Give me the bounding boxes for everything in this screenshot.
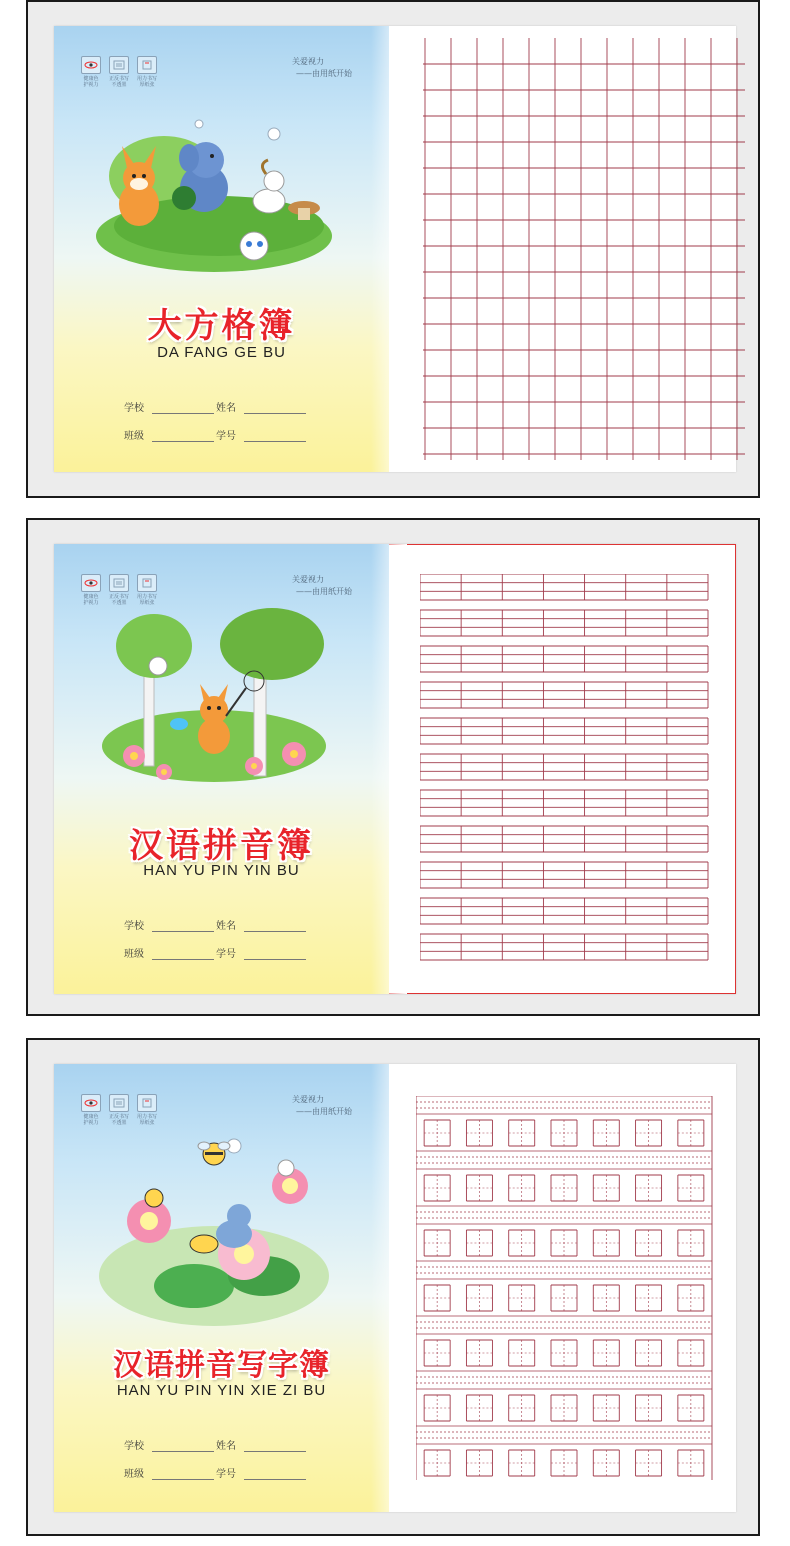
owner-info-form <box>124 904 308 960</box>
student-no-field[interactable] <box>244 949 306 960</box>
book-logo-icon <box>141 60 153 70</box>
student-no-field[interactable] <box>244 1469 306 1480</box>
logo-caption: 正反书写 不透墨 <box>108 594 129 606</box>
slogan-line-1: 关爱视力 <box>292 57 324 66</box>
name-field[interactable] <box>244 921 306 932</box>
notebook-cover <box>54 544 389 994</box>
logo-caption: 健康色 护视力 <box>83 76 99 88</box>
name-field[interactable] <box>244 403 306 414</box>
owner-info-form <box>124 1424 308 1480</box>
bee-character <box>198 1142 230 1165</box>
name-label: 姓名 <box>216 1441 236 1452</box>
notebook-cover <box>54 26 389 472</box>
student-no-label: 学号 <box>216 431 236 442</box>
school-field[interactable] <box>152 1441 214 1452</box>
notebook-title: 大方格簿 <box>147 306 296 346</box>
cartoon-illustration <box>94 116 339 276</box>
logo-caption: 正反书写 不透墨 <box>108 1114 129 1126</box>
logo-caption: 用力书写 厚纸张 <box>136 594 157 606</box>
logo-caption: 正反书写 不透墨 <box>108 76 129 88</box>
school-field[interactable] <box>152 921 214 932</box>
school-label: 学校 <box>124 1441 144 1452</box>
notebook-title: 汉语拼音簿 <box>129 826 314 866</box>
notebook-sheet <box>54 1064 736 1512</box>
pinyin-grid <box>420 574 710 966</box>
product-panel-dafangge <box>26 0 760 498</box>
slogan <box>292 1094 352 1118</box>
eye-logo-icon <box>84 579 98 587</box>
goat-character <box>253 160 285 213</box>
quality-logo <box>136 56 158 88</box>
class-field[interactable] <box>152 949 214 960</box>
quality-logo <box>136 574 158 606</box>
quality-logo <box>108 56 130 88</box>
notebook-cover <box>54 1064 389 1512</box>
logo-caption: 健康色 护视力 <box>83 594 99 606</box>
quality-logo <box>80 1094 102 1126</box>
notebook-sheet <box>54 544 736 994</box>
student-no-label: 学号 <box>216 1469 236 1480</box>
quality-logos <box>80 1094 158 1126</box>
book-logo-icon <box>141 578 153 588</box>
paper-logo-icon <box>113 1098 125 1108</box>
book-logo-icon <box>141 1098 153 1108</box>
owner-info-form <box>124 386 308 442</box>
class-field[interactable] <box>152 1469 214 1480</box>
notebook-title-pinyin: DA FANG GE BU <box>157 344 286 361</box>
notebook-title-pinyin: HAN YU PIN YIN XIE ZI BU <box>116 1382 327 1399</box>
quality-logo <box>108 574 130 606</box>
square-grid <box>423 38 747 462</box>
slogan <box>292 574 352 598</box>
slogan-line-1: 关爱视力 <box>292 1095 324 1104</box>
eye-logo-icon <box>84 61 98 69</box>
elephant-character <box>216 1204 252 1248</box>
student-no-label: 学号 <box>216 949 236 960</box>
school-label: 学校 <box>124 403 144 414</box>
product-panel-pinyin <box>26 518 760 1016</box>
notebook-title-pinyin: HAN YU PIN YIN BU <box>143 862 300 879</box>
student-no-field[interactable] <box>244 431 306 442</box>
quality-logo <box>80 574 102 606</box>
class-label: 班级 <box>124 1469 144 1480</box>
slogan-line-2: ——由用纸开始 <box>296 587 352 596</box>
pinyin-tianzi-grid <box>416 1096 716 1480</box>
logo-caption: 健康色 护视力 <box>83 1114 99 1126</box>
logo-caption: 用力书写 厚纸张 <box>136 1114 157 1126</box>
notebook-sheet <box>54 26 736 472</box>
quality-logo <box>136 1094 158 1126</box>
class-label: 班级 <box>124 949 144 960</box>
product-panel-pinyin-xiezi <box>26 1038 760 1536</box>
quality-logo <box>108 1094 130 1126</box>
name-label: 姓名 <box>216 403 236 414</box>
cat-character <box>240 232 268 260</box>
slogan-line-1: 关爱视力 <box>292 575 324 584</box>
paper-logo-icon <box>113 578 125 588</box>
quality-logos <box>80 574 158 606</box>
slogan <box>292 56 352 80</box>
notebook-title: 汉语拼音写字簿 <box>113 1348 330 1383</box>
slogan-line-2: ——由用纸开始 <box>296 1107 352 1116</box>
quality-logo <box>80 56 102 88</box>
name-field[interactable] <box>244 1441 306 1452</box>
paper-logo-icon <box>113 60 125 70</box>
school-label: 学校 <box>124 921 144 932</box>
logo-caption: 用力书写 厚纸张 <box>136 76 157 88</box>
class-field[interactable] <box>152 431 214 442</box>
cartoon-illustration <box>94 1126 339 1326</box>
name-label: 姓名 <box>216 921 236 932</box>
class-label: 班级 <box>124 431 144 442</box>
slogan-line-2: ——由用纸开始 <box>296 69 352 78</box>
cartoon-illustration <box>94 606 339 786</box>
school-field[interactable] <box>152 403 214 414</box>
eye-logo-icon <box>84 1099 98 1107</box>
quality-logos <box>80 56 158 88</box>
